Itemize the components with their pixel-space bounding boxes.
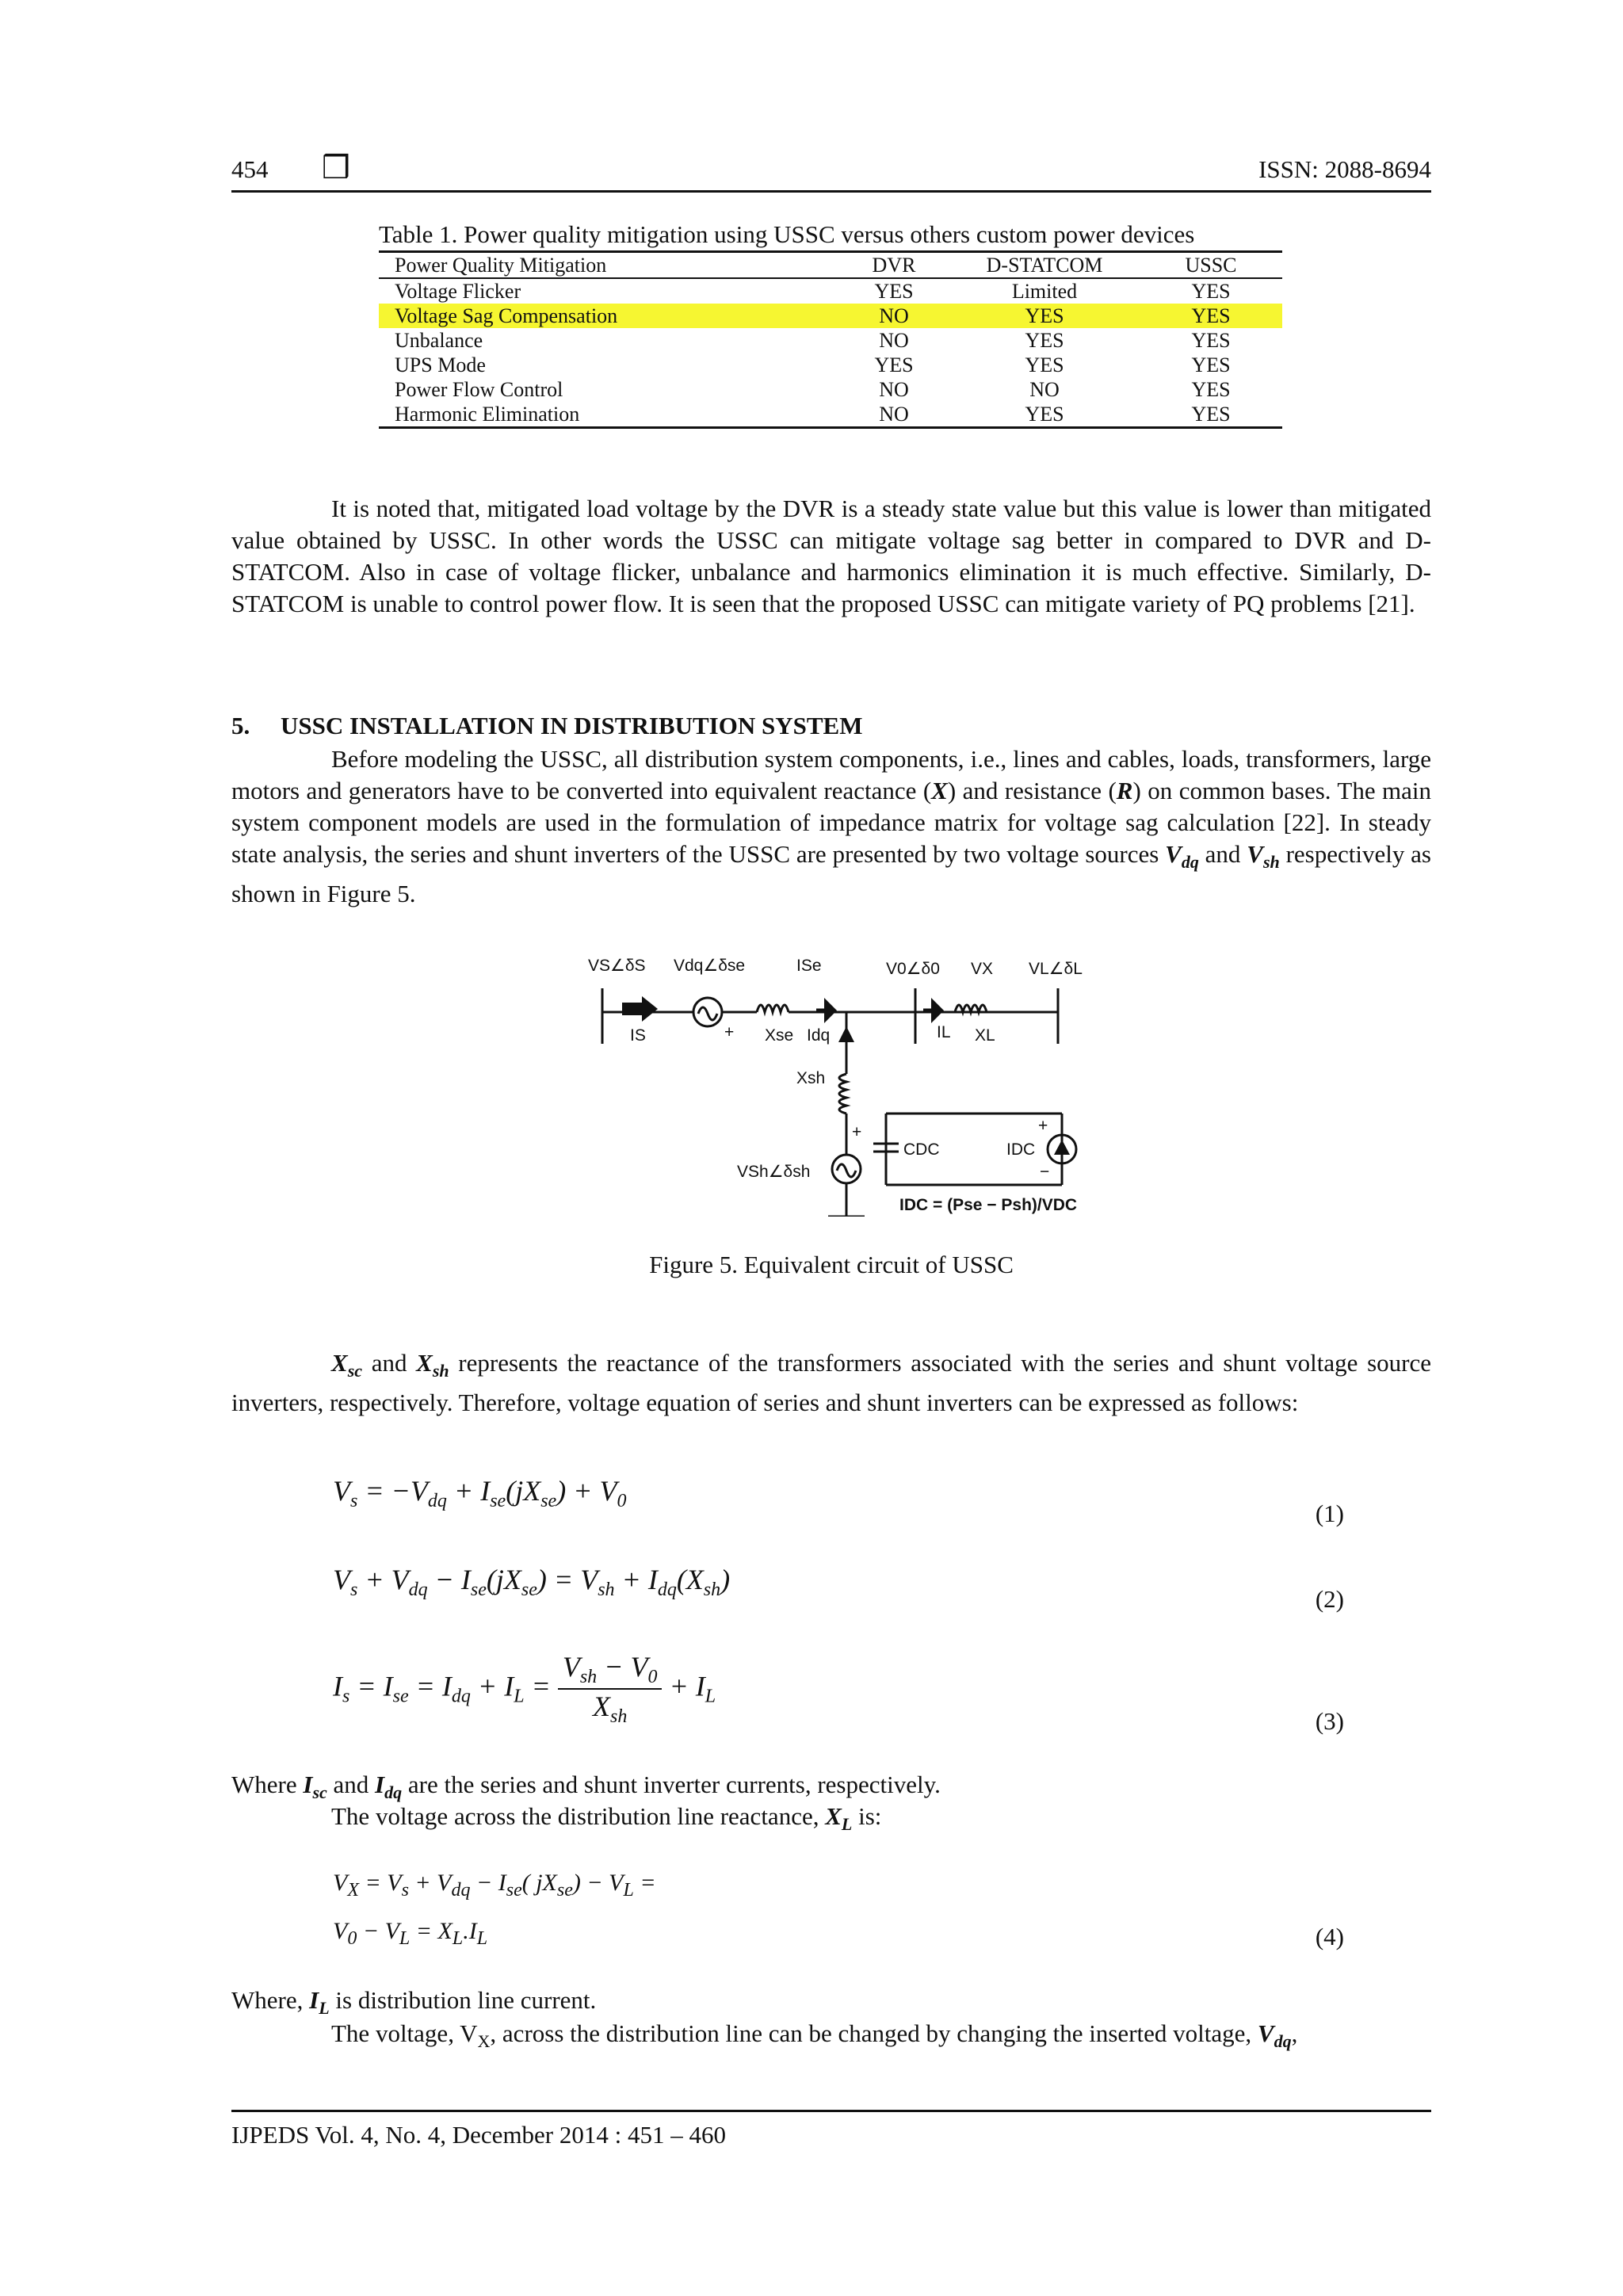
pq-table <box>379 250 1282 429</box>
equation-number: (2) <box>1315 1585 1344 1613</box>
table-cell: YES <box>1025 329 1064 352</box>
label-vdq: Vdq∠δse <box>674 957 746 975</box>
equation-1: $V_s = -V_{dq} + I_{se}(jX_{se}) + V_0$ <box>333 1475 627 1512</box>
label-xl: XL <box>975 1026 995 1045</box>
label-ise: ISe <box>796 957 822 975</box>
label-plus-dc: + <box>1038 1117 1048 1135</box>
equation-3: $I_s = I_{se} = I_{dq} + I_L$ = $\frac{V_{sh} - V_0}{X_{sh}}$ + $I_L$ <box>333 1651 716 1728</box>
table-cell: YES <box>949 304 1140 328</box>
label-v0: V0∠δ0 <box>886 960 940 978</box>
table-cell: Power Flow Control <box>395 378 563 401</box>
column-header: Power Quality Mitigation <box>379 252 838 279</box>
ussc-circuit-diagram <box>586 947 1094 1217</box>
equation-2: $V_s + V_{dq} - I_{se}(jX_{se}) = V_{sh} + I_{dq}(X_{sh})$ <box>333 1564 731 1601</box>
line-xl: The voltage across the distribution line reactance, $X_L$ is: <box>331 1802 882 1835</box>
symbol-vdq: $V_{dq}$ <box>1165 840 1199 873</box>
equation-number: (4) <box>1315 1923 1344 1950</box>
table-cell: YES <box>874 353 914 376</box>
table-cell: YES <box>874 280 914 303</box>
symbol-vsh: $V_{sh}$ <box>1247 840 1280 873</box>
where-currents: Where $I_{sc}$ and $I_{dq}$ are the series and shunt inverter currents, respectively. <box>231 1771 941 1803</box>
label-plus-series: + <box>724 1023 735 1041</box>
footer-rule <box>231 2110 1431 2112</box>
page-number: 454 <box>231 155 269 183</box>
label-vl: VL∠δL <box>1029 960 1083 978</box>
paragraph-3 <box>231 1347 1431 1419</box>
table-cell: NO <box>879 378 909 401</box>
table-row-highlighted <box>379 304 1282 328</box>
label-plus-shunt: + <box>852 1123 862 1141</box>
section-title: USSC INSTALLATION IN DISTRIBUTION SYSTEM <box>281 712 863 739</box>
table-row <box>379 278 1282 304</box>
table-row <box>379 353 1282 377</box>
table-cell: NO <box>879 329 909 352</box>
box-icon: ❒ <box>322 150 350 185</box>
text-run: and <box>362 1349 417 1377</box>
text-run: Before modeling the USSC, all distribution system components, i.e., lines and cables, loads, transformers, large motors and generators have to be converted into equivalent reactance ( <box>231 745 1431 804</box>
label-is: IS <box>630 1026 646 1045</box>
text-run: ) and resistance ( <box>947 777 1117 804</box>
table-cell: Voltage Sag Compensation <box>379 304 838 328</box>
table-cell: NO <box>838 402 949 428</box>
table-cell: YES <box>1140 402 1282 428</box>
table-cell: YES <box>1191 280 1231 303</box>
symbol-xsh: $X_{sh}$ <box>416 1349 449 1381</box>
figure-caption: Figure 5. Equivalent circuit of USSC <box>649 1251 1014 1278</box>
text-run: represents the reactance of the transformers associated with the series and shunt voltage source inverters, respectively. Therefore, voltage equation of series and shunt inverters can be expressed as follows: <box>231 1349 1431 1417</box>
label-cdc: CDC <box>903 1140 940 1159</box>
table-cell: NO <box>1029 378 1060 401</box>
table-cell: Unbalance <box>395 329 483 352</box>
table-cell: YES <box>949 402 1140 428</box>
table-row <box>379 377 1282 402</box>
column-header: D-STATCOM <box>949 252 1140 279</box>
label-idc-equation: IDC = (Pse − Psh)/VDC <box>899 1196 1078 1214</box>
table-caption: Table 1. Power quality mitigation using USSC versus others custom power devices <box>379 220 1195 248</box>
equation-number: (3) <box>1315 1707 1344 1735</box>
table-cell: YES <box>1140 304 1282 328</box>
paragraph-text <box>231 1347 1431 1419</box>
symbol-x: X <box>931 777 948 804</box>
label-xse: Xse <box>765 1026 794 1045</box>
column-header: USSC <box>1140 252 1282 279</box>
text-run: ) on common bases. The main system component models are used in the formulation of impedance matrix for voltage sag calculation [22]. In steady state analysis, the series and shunt inverters of the USSC are presented by two voltage sources <box>231 777 1432 868</box>
paragraph-text: It is noted that, mitigated load voltage by the DVR is a steady state value but this value is lower than mitigated value obtained by USSC. In other words the USSC can mitigate voltage sag better in compared to DVR and D-STATCOM. Also in case of voltage flicker, unbalance and harmonics elimination it is much effective. Similarly, D-STATCOM is unable to control power flow. It is seen that the proposed USSC can mitigate variety of PQ problems [21]. <box>231 495 1431 617</box>
label-vs: VS∠δS <box>588 957 646 975</box>
header-rule <box>231 190 1431 193</box>
equation-number: (1) <box>1315 1499 1344 1527</box>
text-run: respectively as shown in Figure 5. <box>231 840 1431 908</box>
label-il: IL <box>937 1023 951 1041</box>
section-heading <box>231 712 862 740</box>
table-cell: NO <box>838 304 949 328</box>
last-line: The voltage, $V_X$, across the distribution line can be changed by changing the inserted voltage, $V_{dq}$, <box>331 2019 1298 2052</box>
table-header-row <box>379 252 1282 279</box>
paragraph-2 <box>231 743 1431 910</box>
table-row <box>379 328 1282 353</box>
table-cell: YES <box>1191 353 1231 376</box>
label-vsh: VSh∠δsh <box>737 1163 811 1181</box>
symbol-r: R <box>1116 777 1133 804</box>
equation-4: $V_X = V_s + V_{dq} - I_{se}$( $jX_{se}) - V_L$ = $V_0 - V_L = X_L.I_L$ <box>333 1870 656 1949</box>
table-cell: Harmonic Elimination <box>379 402 838 428</box>
label-idq: Idq <box>807 1026 831 1045</box>
table-cell: Limited <box>1011 280 1078 303</box>
label-minus-dc: − <box>1040 1163 1050 1181</box>
where-il: Where, $I_L$ is distribution line current. <box>231 1986 597 2019</box>
symbol-xsc: $X_{sc}$ <box>331 1349 363 1381</box>
paragraph-1 <box>231 493 1431 620</box>
text-run: and <box>1198 840 1247 868</box>
table-row <box>379 402 1282 428</box>
label-vx: VX <box>971 960 994 978</box>
table-cell: YES <box>1191 378 1231 401</box>
section-number: 5. <box>231 712 250 739</box>
table-cell: YES <box>1191 329 1231 352</box>
label-xsh: Xsh <box>796 1069 826 1087</box>
label-idc: IDC <box>1006 1140 1036 1159</box>
issn: ISSN: 2088-8694 <box>1258 155 1431 183</box>
column-header: DVR <box>838 252 949 279</box>
table-cell: YES <box>1025 353 1064 376</box>
footer-citation: IJPEDS Vol. 4, No. 4, December 2014 : 451 – 460 <box>231 2121 726 2149</box>
paragraph-text <box>231 743 1431 910</box>
table-cell: Voltage Flicker <box>395 280 521 303</box>
table-cell: UPS Mode <box>395 353 486 376</box>
